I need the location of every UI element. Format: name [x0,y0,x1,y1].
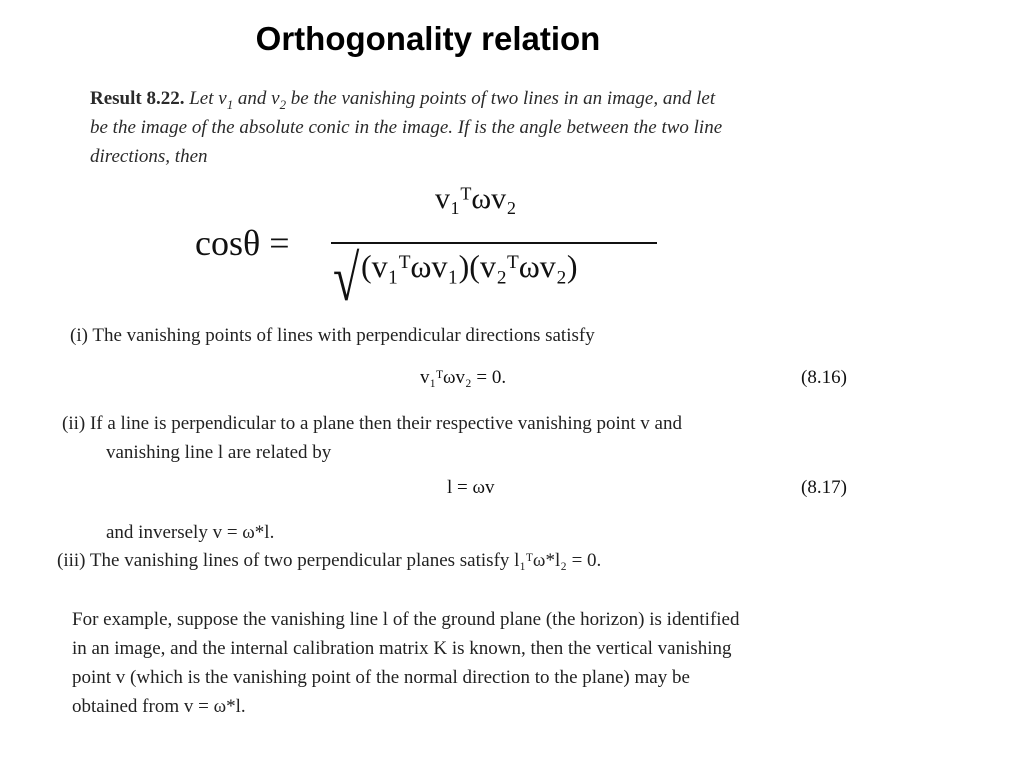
formula-lhs: cosθ = [195,223,290,263]
item-text: If a line is perpendicular to a plane then their respective vanishing point v and [89,413,682,434]
fraction-bar [331,242,657,244]
equation-8-16: v₁ᵀωv₂ = 0. [420,367,507,388]
example-line: obtained from v = ω*l. [72,696,246,717]
item-text: The vanishing lines of two perpendicular planes satisfy l₁ᵀω*l₂ = 0. [89,550,602,571]
equation-number: (8.16) [801,367,847,388]
item-text: The vanishing points of lines with perpendicular directions satisfy [92,325,595,346]
result-label: Result 8.22. [90,88,185,109]
result-line-1: Let $v_1$ and $v_2$ be the vanishing points of two lines in an image, and let [189,88,716,112]
result-statement [90,84,935,171]
item-label: (i) [70,325,88,346]
item-label: (ii) [62,413,86,434]
slide-title: Orthogonality relation [255,20,601,57]
example-paragraph [72,605,898,721]
inverse-relation: and inversely v = ω*l. [106,522,275,543]
result-line-2: be the image of the absolute conic in the image. If is the angle between the two line [90,117,723,138]
formula-numerator: v₁ᵀωv₂ [435,182,517,215]
denominator-expression: (v₁ᵀωv₁)(v₂ᵀωv₂) [361,248,578,284]
list-item-iii [57,546,957,575]
result-line-3: directions, then [90,146,208,167]
equation-number: (8.17) [801,477,847,498]
equation-8-17: l = ωv [447,477,495,498]
example-line: in an image, and the internal calibration matrix K is known, then the vertical vanishing [72,638,732,659]
item-label: (iii) [57,550,86,571]
cosine-formula [195,182,675,317]
formula-denominator [333,243,578,315]
item-text-continued: vanishing line l are related by [106,442,332,463]
example-line: For example, suppose the vanishing line l of the ground plane (the horizon) is identified [72,609,740,630]
sqrt-icon: √ [333,243,360,315]
example-line: point v (which is the vanishing point of the normal direction to the plane) may be [72,667,690,688]
list-item-i [70,321,930,350]
list-item-ii [62,409,882,467]
